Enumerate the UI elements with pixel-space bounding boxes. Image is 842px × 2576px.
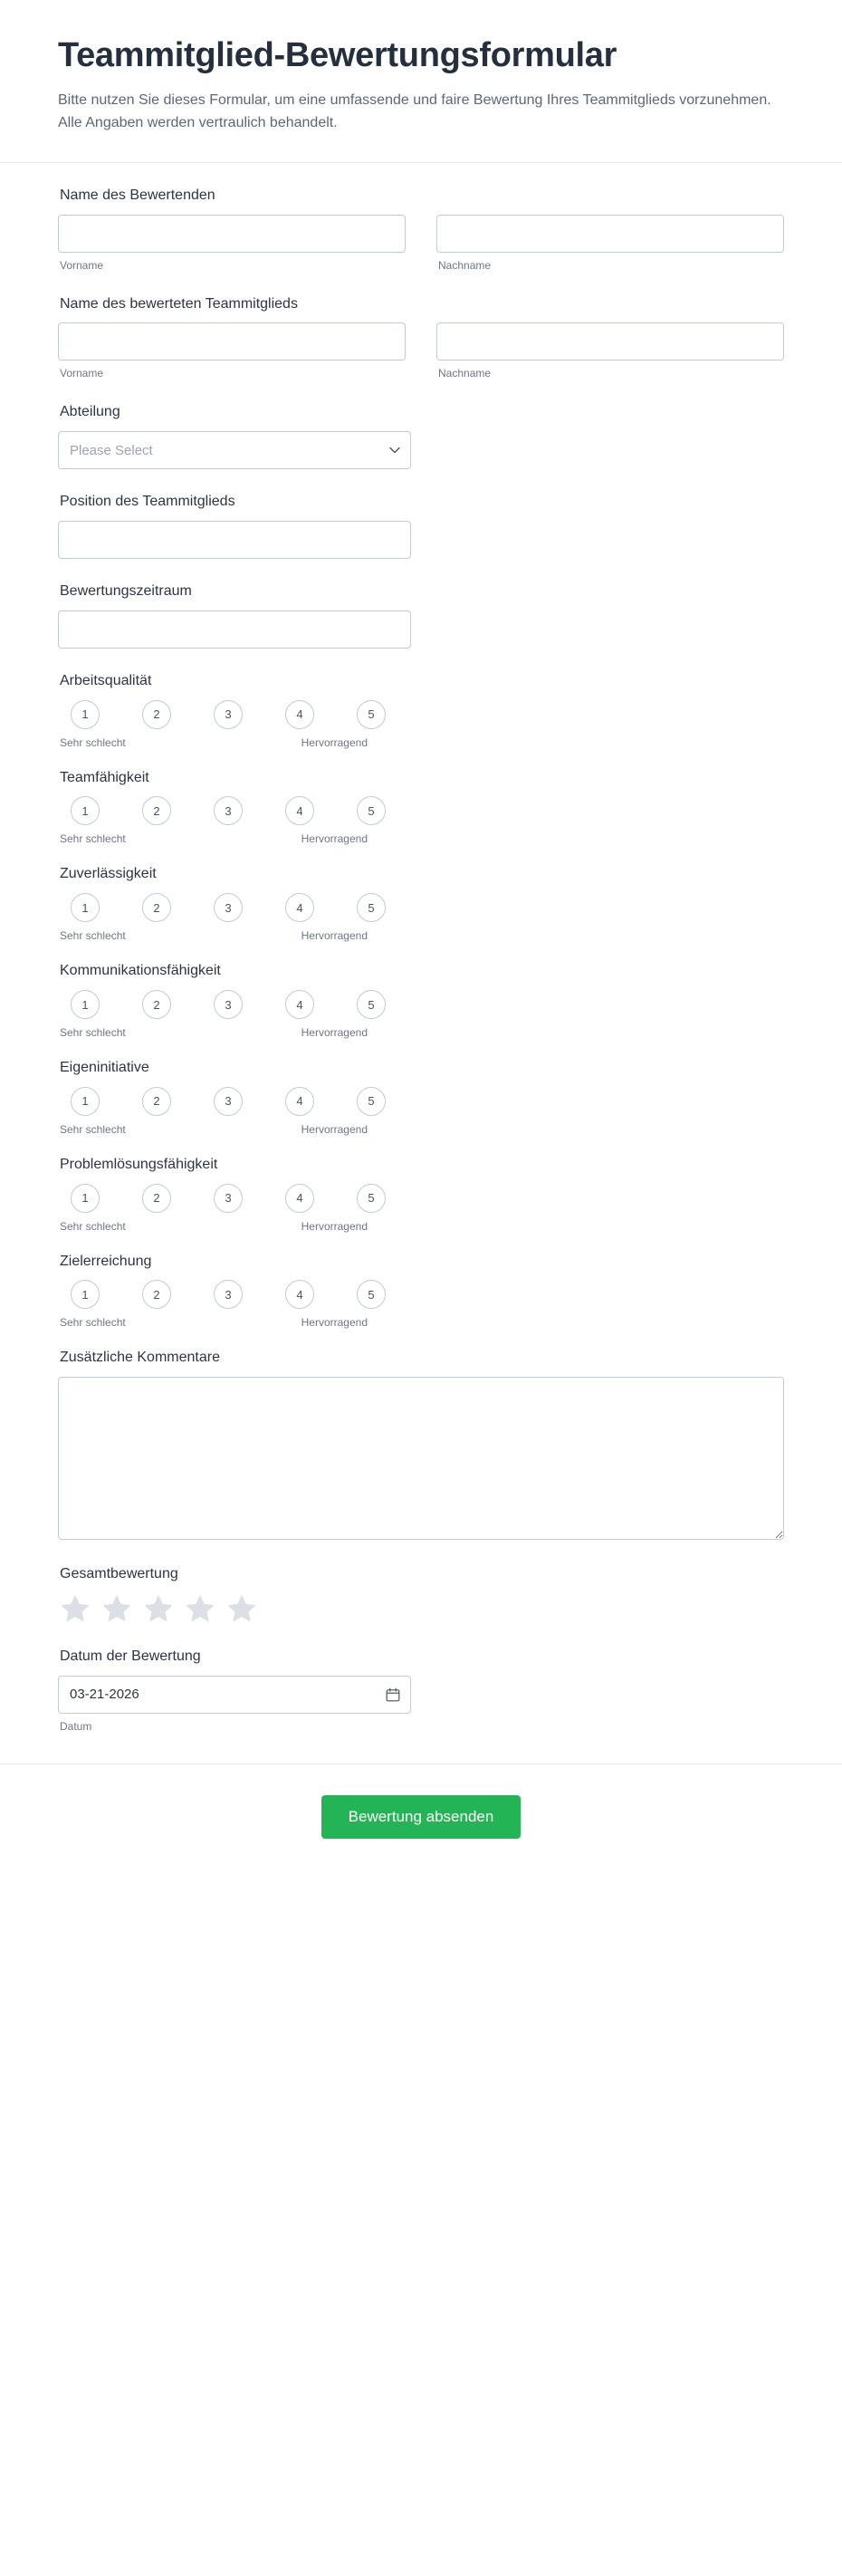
- scale-options-row: [71, 1280, 784, 1309]
- star-icon[interactable]: [143, 1593, 174, 1624]
- rating-scales: [58, 672, 784, 1330]
- scale-option[interactable]: 3: [214, 990, 243, 1019]
- comments-label: Zusätzliche Kommentare: [60, 1350, 220, 1366]
- calendar-icon[interactable]: [386, 1687, 400, 1702]
- scale-options-row: [71, 1087, 784, 1116]
- field-member-name: [58, 295, 784, 380]
- evaluator-last-name-sublabel: Nachname: [438, 258, 492, 272]
- form-footer: [0, 1764, 842, 1875]
- scale-option[interactable]: 4: [285, 1280, 314, 1309]
- scale-block: [58, 962, 784, 1039]
- member-last-name-group: [436, 322, 784, 380]
- scale-options-row: [71, 1184, 784, 1213]
- scale-option[interactable]: 5: [357, 796, 386, 825]
- field-overall-rating: [58, 1565, 784, 1624]
- scale-label: Teamfähigkeit: [60, 769, 149, 785]
- field-date: [58, 1648, 784, 1733]
- scale-options-row: [71, 700, 784, 729]
- scale-option[interactable]: 2: [142, 700, 171, 729]
- scale-option[interactable]: 3: [214, 1087, 243, 1116]
- star-icon[interactable]: [101, 1593, 132, 1624]
- field-evaluator-name: [58, 187, 784, 272]
- scale-label: Zielerreichung: [60, 1253, 152, 1269]
- scale-legend-high: Hervorragend: [301, 832, 368, 846]
- scale-option[interactable]: 5: [357, 1184, 386, 1213]
- scale-legend-low: Sehr schlecht: [60, 735, 126, 749]
- department-label: Abteilung: [60, 404, 120, 420]
- member-first-name-input[interactable]: [58, 322, 406, 360]
- scale-option[interactable]: 2: [142, 1087, 171, 1116]
- scale-option[interactable]: 3: [214, 700, 243, 729]
- scale-options-row: [71, 990, 784, 1019]
- scale-legend-high: Hervorragend: [301, 929, 368, 943]
- field-department: [58, 403, 784, 469]
- scale-block: [58, 865, 784, 942]
- scale-legend-high: Hervorragend: [301, 1219, 368, 1233]
- scale-option[interactable]: 1: [71, 1184, 100, 1213]
- scale-option[interactable]: 4: [285, 893, 314, 922]
- scale-legend: [60, 1220, 368, 1233]
- scale-label: Problemlösungsfähigkeit: [60, 1156, 218, 1172]
- scale-option[interactable]: 3: [214, 1280, 243, 1309]
- department-select-wrap[interactable]: [58, 431, 411, 469]
- scale-option[interactable]: 4: [285, 990, 314, 1019]
- date-label: Datum der Bewertung: [60, 1648, 201, 1665]
- field-position: [58, 493, 784, 559]
- scale-legend-high: Hervorragend: [301, 735, 368, 749]
- member-first-name-sublabel: Vorname: [60, 367, 104, 380]
- scale-option[interactable]: 3: [214, 1184, 243, 1213]
- star-icon[interactable]: [226, 1593, 257, 1624]
- evaluator-last-name-group: [436, 215, 784, 272]
- form-body: [0, 163, 842, 1733]
- scale-options-row: [71, 893, 784, 922]
- scale-option[interactable]: 4: [285, 796, 314, 825]
- scale-option[interactable]: 2: [142, 796, 171, 825]
- date-input[interactable]: 03-21-2026: [58, 1676, 411, 1714]
- scale-option[interactable]: 4: [285, 1087, 314, 1116]
- scale-option[interactable]: 1: [71, 990, 100, 1019]
- scale-block: [58, 1059, 784, 1136]
- submit-button[interactable]: Bewertung absenden: [321, 1795, 521, 1839]
- scale-option[interactable]: 5: [357, 990, 386, 1019]
- scale-label: Kommunikationsfähigkeit: [60, 963, 221, 979]
- scale-legend: [60, 929, 368, 942]
- scale-legend-low: Sehr schlecht: [60, 1026, 126, 1040]
- member-last-name-input[interactable]: [436, 322, 784, 360]
- scale-option[interactable]: 2: [142, 893, 171, 922]
- evaluator-first-name-group: [58, 215, 406, 272]
- scale-option[interactable]: 2: [142, 990, 171, 1019]
- position-label: Position des Teammitglieds: [60, 494, 235, 510]
- comments-textarea[interactable]: [58, 1377, 784, 1540]
- scale-legend-high: Hervorragend: [301, 1316, 368, 1330]
- scale-legend: [60, 1316, 368, 1329]
- position-input[interactable]: [58, 521, 411, 559]
- scale-option[interactable]: 2: [142, 1280, 171, 1309]
- form-header: [0, 0, 842, 163]
- scale-block: [58, 1253, 784, 1330]
- scale-legend-low: Sehr schlecht: [60, 929, 126, 943]
- scale-legend: [60, 832, 368, 845]
- member-last-name-sublabel: Nachname: [438, 367, 492, 380]
- scale-legend: [60, 1026, 368, 1039]
- period-label: Bewertungszeitraum: [60, 583, 192, 600]
- evaluator-last-name-input[interactable]: [436, 215, 784, 253]
- scale-option[interactable]: 1: [71, 893, 100, 922]
- scale-label: Zuverlässigkeit: [60, 866, 157, 882]
- scale-option[interactable]: 5: [357, 1087, 386, 1116]
- scale-legend-low: Sehr schlecht: [60, 832, 126, 846]
- scale-option[interactable]: 5: [357, 893, 386, 922]
- member-name-label: Name des bewerteten Teammitglieds: [60, 295, 298, 312]
- scale-option[interactable]: 4: [285, 700, 314, 729]
- overall-rating-label: Gesamtbewertung: [60, 1566, 178, 1582]
- scale-label: Eigeninitiative: [60, 1060, 149, 1076]
- member-first-name-group: [58, 322, 406, 380]
- scale-block: [58, 672, 784, 749]
- scale-legend: [60, 736, 368, 749]
- scale-options-row: [71, 796, 784, 825]
- scale-option[interactable]: 1: [71, 1087, 100, 1116]
- scale-block: [58, 769, 784, 846]
- scale-option[interactable]: 4: [285, 1184, 314, 1213]
- period-input[interactable]: [58, 610, 411, 649]
- star-rating[interactable]: [60, 1593, 784, 1624]
- form-description: Bitte nutzen Sie dieses Formular, um eine umfassende und faire Bewertung Ihres Teammitglieds vorzunehmen. Alle Angaben werden vertraulich behandelt.: [58, 91, 771, 131]
- field-period: [58, 582, 784, 649]
- scale-legend: [60, 1123, 368, 1136]
- scale-label: Arbeitsqualität: [60, 672, 152, 688]
- star-icon[interactable]: [185, 1593, 215, 1624]
- date-input-wrap[interactable]: [58, 1676, 411, 1714]
- star-icon[interactable]: [60, 1593, 91, 1624]
- scale-option[interactable]: 3: [214, 796, 243, 825]
- scale-option[interactable]: 2: [142, 1184, 171, 1213]
- scale-legend-high: Hervorragend: [301, 1026, 368, 1040]
- evaluator-name-label: Name des Bewertenden: [60, 187, 215, 203]
- scale-block: [58, 1156, 784, 1233]
- scale-legend-low: Sehr schlecht: [60, 1219, 126, 1233]
- date-sublabel: Datum: [60, 1719, 92, 1733]
- scale-option[interactable]: 1: [71, 796, 100, 825]
- field-comments: [58, 1349, 784, 1540]
- scale-legend-low: Sehr schlecht: [60, 1316, 126, 1330]
- scale-option[interactable]: 5: [357, 700, 386, 729]
- scale-legend-low: Sehr schlecht: [60, 1122, 126, 1136]
- evaluator-first-name-sublabel: Vorname: [60, 258, 104, 272]
- scale-option[interactable]: 5: [357, 1280, 386, 1309]
- evaluator-first-name-input[interactable]: [58, 215, 406, 253]
- page-title: Teammitglied-Bewertungsformular: [58, 36, 617, 74]
- scale-legend-high: Hervorragend: [301, 1122, 368, 1136]
- scale-option[interactable]: 1: [71, 700, 100, 729]
- scale-option[interactable]: 3: [214, 893, 243, 922]
- scale-option[interactable]: 1: [71, 1280, 100, 1309]
- department-select[interactable]: Please Select: [58, 431, 411, 469]
